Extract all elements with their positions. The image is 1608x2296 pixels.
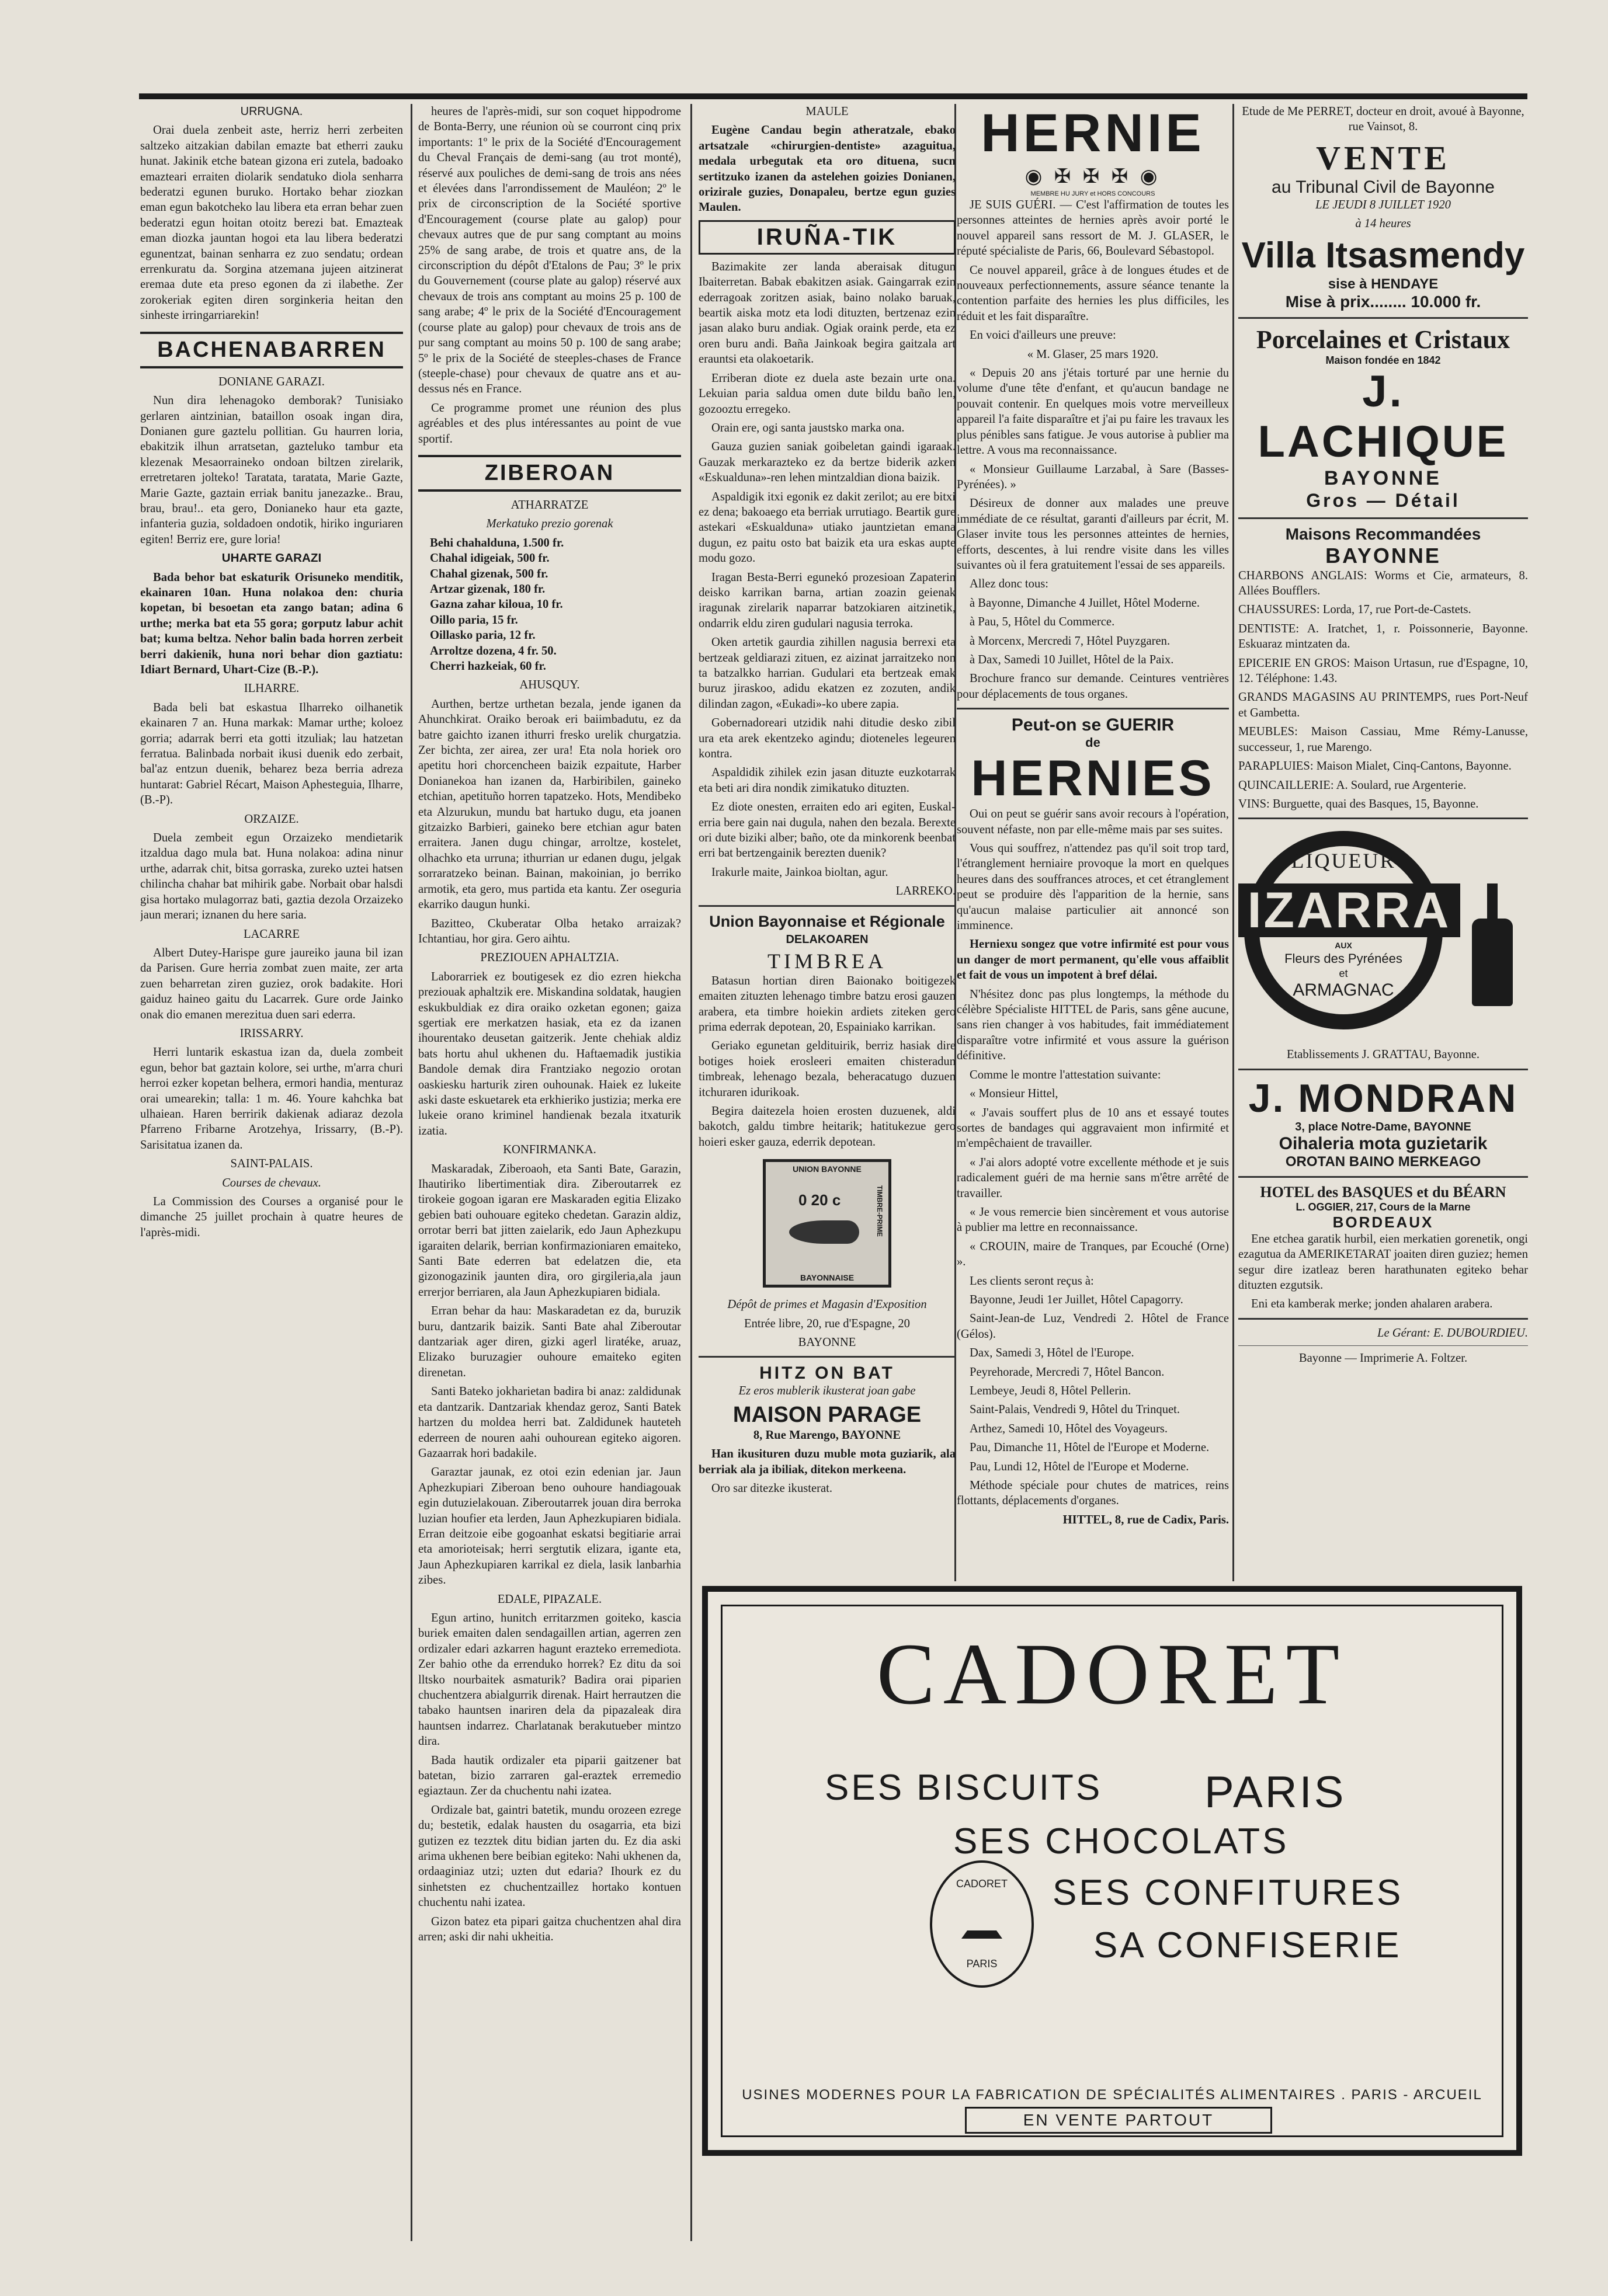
article-text: Bada behor bat eskaturik Orisuneko menditik, ekainaren 10an. Huna nolakoa den: churia kopetan, bi besoetan eta zango batan; adina 6 urthe; merka bat eta 55 gora; gorputz labur achit bat; kuma beltza. Nehor balin bada horren zerbeit berri dakienik, huna nori behar dion gaztiatu: Idiart Bernard, Uhart-Cize (B.-P.).	[140, 570, 403, 676]
stamp-value: 0 20 c	[798, 1191, 841, 1209]
hitz-heading: HITZ ON BAT	[759, 1363, 895, 1383]
region-heading: IRUÑA-TIK	[756, 224, 898, 250]
armagnac-text: ARMAGNAC	[1293, 980, 1394, 1000]
divider	[699, 905, 956, 907]
section-heading: EDALE, PIPAZALE.	[497, 1592, 602, 1606]
maisons-heading: Maisons Recommandées	[1285, 524, 1481, 543]
ad-text: Saint-Jean-de Luz, Vendredi 2. Hôtel de France (Gélos).	[957, 1312, 1229, 1341]
ad-text: Lembeye, Jeudi 8, Hôtel Pellerin.	[970, 1384, 1131, 1397]
maison-item: EPICERIE EN GROS: Maison Urtasun, rue d'Espagne, 10, 12. Téléphone: 1.43.	[1238, 656, 1528, 686]
hitz-subheading: Ez eros mublerik ikusterat joan gabe	[738, 1384, 916, 1398]
gros-detail: Gros — Détail	[1306, 489, 1460, 511]
maison-parage-address: 8, Rue Marengo, BAYONNE	[753, 1428, 901, 1442]
ad-text: Bayonne, Jeudi 1er Juillet, Hôtel Capagorry.	[970, 1293, 1183, 1306]
ad-text: à Bayonne, Dimanche 4 Juillet, Hôtel Moderne.	[970, 596, 1200, 610]
ad-text: Allez donc tous:	[970, 578, 1048, 591]
article-text: Bada hautik ordizaler eta piparii gaitzener bat batetan, bizio zarraren gal-eraztek erremedio egiaztaun. Zer da chuchentu nahi izatea.	[418, 1754, 681, 1798]
maison-item: CHAUSSURES: Lorda, 17, rue Port-de-Castets.	[1238, 603, 1471, 617]
depot-text: Dépôt de primes et Magasin d'Exposition	[727, 1298, 927, 1311]
hotel-city: BORDEAUX	[1332, 1213, 1434, 1231]
price-item: Behi chahalduna, 1.500 fr.	[430, 536, 564, 549]
article-text: Santi Bateko jokharietan badira bi anaz: zaldidunak eta dantzarik. Dantzariak khendaz geroz, Santi Batek hartzen du moldea herri bat. Zaldidunek hauteteh ederreen de nouren aahi ouhourean egiteko aigoren. Gazaarrak hori badakile.	[418, 1385, 681, 1460]
divider	[699, 1356, 956, 1358]
maison-item: DENTISTE: A. Iratchet, 1, r. Poissonnerie, Bayonne. Eskuaraz mintzaten da.	[1238, 622, 1528, 651]
signature: LARREKO.	[895, 885, 956, 898]
maison-item: MEUBLES: Maison Cassiau, Mme Rémy-Lanusse, successeur, 1, rue Marengo.	[1238, 725, 1528, 754]
article-text: Duela zembeit egun Orzaizeko mendietarik itzaldua dago mula bat. Huna nolakoa: adina ninur urthe, adarrak chit, bitsa gorraska, zureko uztei hatsen chilincha chahar bat mihirik gabe. Norbait obar halsdi gisa hortako mulagorraz bati, gaztia dezola Orzaizeko jaun merari; iznanen du here saria.	[140, 832, 403, 922]
article-text: Eugène Candau begin atheratzale, ebako artsatzale «chirurgien-dentiste» azaguitua, medala urbegutak eta oro dituena, sucn sertitzuko izanen da astelehen goizies Donianen, orizirale guzies, Donapaleu, bertze egun guzies Maulen.	[699, 124, 956, 214]
section-heading: IRISSARRY.	[239, 1027, 304, 1040]
ad-text: « Je vous remercie bien sincèrement et vous autorise à publier ma lettre en reconnaissance.	[957, 1205, 1229, 1234]
maison-parage: MAISON PARAGE	[732, 1402, 922, 1427]
hernies-heading: HERNIES	[971, 750, 1215, 807]
divider	[1238, 317, 1528, 319]
tribunal-text: au Tribunal Civil de Bayonne	[1272, 177, 1495, 197]
cadoret-confitures: SES CONFITURES	[1053, 1873, 1404, 1913]
ship-icon	[961, 1909, 1002, 1939]
divider	[957, 708, 1229, 709]
article-text: Bazitteo, Ckuberatar Olba hetako arraizak? Ichtantiau, hor gira. Gero aihtu.	[418, 917, 681, 945]
article-text: Ez diote onesten, erraiten edo ari egiten, Euskal-erria bere gain nai dugula, nahen den bezala. Berexte ori dute biziki alber; baño, ote da minkorenk beenbat erri bat bertzengainik berezten duenik?	[699, 801, 956, 860]
section-subheading: Merkatuko prezio gorenak	[486, 517, 613, 531]
section-heading: URRUGNA.	[240, 105, 303, 118]
ad-text: « J'avais souffert plus de 10 ans et essayé toutes sortes de bandages qui aggravaient mon infirmité et m'empêchaient de travailler.	[957, 1106, 1229, 1150]
ad-text: En voici d'ailleurs une preuve:	[970, 329, 1116, 342]
gerant-text: Le Gérant: E. DUBOURDIEU.	[1377, 1326, 1528, 1340]
ad-text: N'hésitez donc pas plus longtemps, la méthode du célèbre Spécialiste HITTEL de Paris, sans gêne aucune, sans rien changer à vos habitudes, fait immédiatement disparaître votre infirmité et vous assure la guérison définitive.	[957, 987, 1229, 1063]
divider	[1238, 1176, 1528, 1178]
article-text: Egun artino, hunitch erritarzmen goiteko, kascia buriek emaiten dalen sendagaillen artian, agerren zen ordizaler edari azkarren hagunt erazteko erremediota. Zer bahio othe da errenduko horrek? Ez ditu da soi lltsko nourbaitek asmaturik? Badira orai piparien chuchentzera abialgurrik direnak. Hairt herrautzen die tabako hauntsen inariren dela da pipazaleak dira hauntsen indarrez. Charlatanak berakutueber mintzo dira.	[418, 1611, 681, 1748]
peut-de: de	[1085, 735, 1100, 750]
divider	[1238, 1069, 1528, 1070]
article-text: Han ikusituren duzu muble mota guziarik, ala berriak ala ja ibiliak, ditekon merkeena.	[699, 1448, 956, 1476]
price-item: Chahal idigeiak, 500 fr.	[430, 552, 550, 565]
article-text: Batasun hortian diren Baionako boitigezek emaiten zituzten lehenago timbre batzu erosi gauzen arabera, eta timbre hoiekin ardiets ziteken gero prima ederrak depotean, 20, Espainiako karrikan.	[699, 974, 956, 1034]
article-text: Albert Dutey-Harispe gure jaureiko jauna bil izan da Parisen. Gure herria zombat zuen maite, zer arta zuen beharretan ziren guziez, orok badakite. Hori gaiduz haineo gaitu du Lacarrek. Gure orde Jainko onak dio emanen merezitua duen sari ederra.	[140, 946, 403, 1021]
article-text: La Commission des Courses a organisé pour le dimanche 25 juillet prochain à quatre heures de l'après-midi.	[140, 1195, 403, 1239]
section-heading: ILHARRE.	[244, 682, 300, 695]
price-list	[418, 535, 681, 674]
article-text: Begira daitezela hoien erosten duzuenek, aldi bakotch, galdu timbre heitarik; hatitukezue gero hoieri esker gauza, ederrik depotean.	[699, 1104, 956, 1149]
fleurs-text: Fleurs des Pyrénées	[1284, 951, 1402, 966]
ad-text: Herniexu songez que votre infirmité est pour vous un danger de mort permanent, qu'elle vous affaiblit et fait de vous un impotent à bref délai.	[957, 938, 1229, 982]
ad-text: Saint-Palais, Vendredi 9, Hôtel du Trinquet.	[970, 1403, 1180, 1417]
ad-signature: HITTEL, 8, rue de Cadix, Paris.	[1062, 1513, 1229, 1526]
ad-text: « M. Glaser, 25 mars 1920.	[1027, 347, 1159, 361]
aux-text: AUX	[1335, 941, 1352, 951]
article-text: Gauza guzien saniak goibeletan gaindi igaraak. Gauzak merkarazteko ez da bertze biderik azken «Eskualduna»-ren lehen mintzaldian diona baizik.	[699, 440, 956, 485]
hotel-text: Eni eta kamberak merke; jonden ahalaren arabera.	[1251, 1297, 1493, 1311]
porcelaines-heading: Porcelaines et Cristaux	[1256, 325, 1510, 354]
ad-text: Méthode spéciale pour chutes de matrices, reins flottants, déplacements d'organes.	[957, 1479, 1229, 1508]
stamp-bottom-text: BAYONNAISE	[800, 1273, 855, 1283]
region-heading: ZIBEROAN	[418, 455, 681, 492]
hotel-address: L. OGGIER, 217, Cours de la Marne	[1296, 1201, 1471, 1213]
price-item: Oillasko paria, 12 fr.	[430, 629, 536, 642]
ad-text: Comme le montre l'attestation suivante:	[970, 1068, 1161, 1081]
article-text: Gobernadoreari utzidik nahi ditudie desko zibil ura eta arek ekentzeko agindu; dioteneles legeuren kontra.	[699, 716, 956, 761]
cadoret-confiserie: SA CONFISERIE	[1093, 1925, 1402, 1965]
fondee-text: Maison fondée en 1842	[1325, 354, 1441, 366]
section-heading: AHUSQUY.	[519, 679, 580, 692]
ad-text: JE SUIS GUÉRI. — C'est l'affirmation de toutes les personnes atteintes de hernies après avoir porté le nouvel appareil sans ressort de M. J. GLASER, le réputé spécialiste de Paris, 66, Boulevard Sébastopol.	[957, 199, 1229, 258]
union-timbrea: TIMBREA	[767, 949, 887, 973]
column-2	[418, 104, 681, 2241]
etude-text: Etude de Me PERRET, docteur en droit, avoué à Bayonne, rue Vainsot, 8.	[1242, 105, 1524, 134]
ad-text: « J'ai alors adopté votre excellente méthode et je suis radicalement guéri de ma hernie sans m'être arrêté de travailler.	[957, 1156, 1229, 1200]
section-heading: LACARRE	[243, 927, 300, 941]
article-text: Gizon batez eta pipari gaitza chuchentzen ahal dira arren; aski dir nahi ukheitia.	[418, 1915, 681, 1944]
et-text: et	[1339, 968, 1348, 980]
article-text: Erriberan diote ez duela aste bezain urte ona. Lekuian paria saldua omen dute bildu baño len, gozooztu erregeko.	[699, 371, 956, 416]
ad-text: Vous qui souffrez, n'attendez pas qu'il soit trop tard, l'étranglement herniaire provoque la mort en quelques heures dans des souffrances atroces, et cet étranglement peut se produire dès l'apparition de la hernie, sans qu'aucun malaise particulier ait annoncé son imminence.	[957, 842, 1229, 933]
cadoret-vente: EN VENTE PARTOUT	[965, 2107, 1272, 2134]
section-heading: SAINT-PALAIS.	[230, 1157, 313, 1171]
ad-text: « Depuis 20 ans j'étais torturé par une hernie du volume d'une tête d'enfant, et qu'aucun bandage ne pouvait contenir. En quelques mois votre merveilleux appareil l'a faite disparaître et j'ai pu faire les travaux les plus pénibles sans fatigue. Je vous autorise à publier ma lettre. A vous ma reconnaissance.	[957, 367, 1229, 457]
article-text: Laborarriek ez boutigesek ez dio ezren hiekcha preziouak aphaltzik ere. Miskandina soldatak, haugien eskukbuldiak ez dira oraiko ozketan egonen; gaiza sgertiak ere merkatzen hasiak, eta ez da izanen ihourentako deusetan gaitzerik. Jente chehiak aldiz bats hortu ahul ukhenen du. Haftaemadik justikia Bandole demak dira Frantziako negozio orotan oaskiesku harturik ziren ouhounak. Haiek ez lukeite aski daste eskuetarek eta erkhieriko justizia; merka ere lukeie orano kriminel handienak bezala itxaturik izatia.	[418, 970, 681, 1137]
hotel-text: Ene etchea garatik hurbil, eien merkatien gorenetik, ongi ezagutua da AMERIKETARAT joaiten diren guziez; hemen segur dire izatleaz beren harathunaten egiteko behar dituzten ezgutsik.	[1238, 1232, 1528, 1292]
maison-item: QUINCAILLERIE: A. Soulard, rue Argenterie.	[1238, 778, 1467, 792]
divider	[1238, 517, 1528, 519]
article-text: Oken artetik gaurdia zihillen nagusia berrexi eta bertzeak geldiarazi zituen, ez aizinat jarraitzeko non ta batzalkko harrian. Gudulari eta bertzeak emak buruz jiraskoo, adidu ekatzen ez zozuten, andik dilindan zagon, «Eukadi»-ko ubere zapia.	[699, 636, 956, 711]
article-text: Geriako egunetan geldituirik, berriz hasiak dire botiges hoiek erosleeri emaiten chisteradun timbreak, lehenago bezala, beheracatugo duzuen itchuraren idurikoak.	[699, 1039, 956, 1099]
price-item: Cherri hazkeiak, 60 fr.	[430, 660, 546, 673]
oihaleria-text: Oihaleria mota guzietarik	[1279, 1133, 1488, 1153]
article-text: Oro sar ditezke ikusterat.	[711, 1482, 833, 1495]
section-heading: KONFIRMANKA.	[503, 1143, 596, 1157]
ad-text: Les clients seront reçus à:	[970, 1274, 1094, 1288]
article-text: Herri luntarik eskastua izan da, duela zombeit egun, behor bat gaztain kolore, sei urthe, m'arra churi herroi ezker kopetan belhera, ermori handia, menturaz orai umearekin; talla: 1 m. 46. Youre kahchka bat ulhaiean. Haren berririk dakienak adiaraz dezola Pfarreno Fribarne Arotzehya, Irissarry, (B.-P). Sarisitatua izanen da.	[140, 1046, 403, 1152]
article-text: Aspaldidik zihilek ezin jasan dituzte euzkotarrak eta beti ari dira nondik zimikatuko dituzten.	[699, 766, 956, 795]
stamp-side-text: TIMBRE-PRIME	[876, 1185, 884, 1237]
cadoret-ad	[702, 1586, 1522, 2156]
mondran-address: 3, place Notre-Dame, BAYONNE	[1295, 1120, 1471, 1133]
ad-text: à Morcenx, Mercredi 7, Hôtel Puyzgaren.	[970, 634, 1171, 648]
column-3	[699, 104, 956, 1681]
ad-text: « Monsieur Hittel,	[970, 1087, 1058, 1101]
price-item: Gazna zahar kiloua, 10 fr.	[430, 598, 563, 611]
peut-heading: Peut-on se GUERIR	[1011, 715, 1175, 735]
article-text: Irakurle maite, Jainkoa bioltan, agur.	[711, 865, 888, 879]
ad-text: Ce nouvel appareil, grâce à de longues études et de nouveaux perfectionnements, assure séance tenante la contention parfaite des hernies les plus difficiles, les réduit et les fait disparaître.	[957, 263, 1229, 323]
villa-price: Mise à prix........ 10.000 fr.	[1285, 292, 1481, 311]
divider	[1238, 817, 1528, 819]
article-text: Ce programme promet une réunion des plus agréables et des plus intéressantes au point de vue sportif.	[418, 401, 681, 446]
maison-item: PARAPLUIES: Maison Mialet, Cinq-Cantons, Bayonne.	[1238, 760, 1512, 773]
iruna-heading-box	[699, 220, 956, 255]
column-divider	[411, 104, 412, 2241]
ad-text: « CROUIN, maire de Tranques, par Ecouché (Orne) ».	[957, 1240, 1229, 1269]
cadoret-usines: USINES MODERNES POUR LA FABRICATION DE SPÉCIALITÉS ALIMENTAIRES . PARIS - ARCUEIL	[742, 2087, 1482, 2103]
price-item: Artzar gizenak, 180 fr.	[430, 582, 546, 596]
article-text: Aurthen, bertze urthetan bezala, jende iganen da Ahunchkirat. Oraiko beroak eri baiimbadutu, ez da batre gaichto izanen ithurri fresko urelik churgatzia. Zer bichta, zer airea, zer ura! Eta nola horiek oro apetitu hori chorcencheen baizik ezpaitute, Harber Donianekoa han izanen da, Harbiribilen, gaineko etchian, apetituño horren tapatzeko. Hots, Mendibeko eta Alzurukun, mundu bat hartuko dugu, eta joanen gitzaizko Barbieri, gaineko bere etchian agur baten erraitera. Janen dugu chingar, arroltze, kostelet, olhachko eta urruna; ithurrian ur edanen dugu, jelgak sorraratzeko beinan. Bainan, makoinian, jo berriko armotik, eta gero, mus partida eta kantu. Zer oseguria ekarriko daugun hunki.	[418, 697, 681, 912]
article-text: Maskaradak, Ziberoaoh, eta Santi Bate, Garazin, Ihautiriko libertimentiak dira. Ziberoutarrek ez tirokeie gogoan igaran ere Maskaraden egitia Elizako gebien bati ouhouare egiteko chedetan. Garazin aldiz, orrotar berri bat jitten zaielarik, edo Jaun Aphezkupu igaraiten delarik, berrian konfirmazioniaren emaiteko, Santi Bate ederren bat edelatzen die, eta gizonogazinik jaunten dira, oro girgileria,ala jaun errerjor berriaren, ala Jaun Aphezkupiaren bidiala.	[418, 1162, 681, 1299]
stamp-top-text: UNION BAYONNE	[793, 1164, 862, 1174]
ad-text: Pau, Lundi 12, Hôtel de l'Europe et Moderne.	[970, 1460, 1189, 1473]
seal-top-text: CADORET	[956, 1878, 1008, 1890]
vente-date: LE JEUDI 8 JUILLET 1920	[1315, 198, 1451, 211]
section-heading: PREZIOUEN APHALTZIA.	[480, 951, 619, 965]
price-item: Oillo paria, 15 fr.	[430, 613, 518, 627]
vente-heading: VENTE	[1316, 138, 1450, 177]
divider	[1238, 1318, 1528, 1320]
section-heading: ORZAIZE.	[244, 812, 299, 826]
lachique-city: BAYONNE	[1324, 467, 1442, 489]
column-5	[1238, 104, 1528, 1681]
article-text: Ordizale bat, gaintri batetik, mundu orozeen ezrege du; bestetik, edalak hausten du osagarria, eta bizi gutizen ez tezztek ditu bidian jarten du. Ez dia aski arima ukhenen bere beibian egiteko: Nahi ukhenen da, ordaaginiaz utzi; uzten dut edaria? Ihourk ez du sinhetsten ez chuchentzaillez hortako kontuen chuchentu nahi izatea.	[418, 1803, 681, 1909]
izarra-band: IZARRA	[1238, 883, 1460, 937]
cadoret-chocolats: SES CHOCOLATS	[953, 1821, 1289, 1862]
section-subheading: Courses de chevaux.	[222, 1176, 321, 1189]
maison-item: VINS: Burguette, quai des Basques, 15, Bayonne.	[1238, 797, 1479, 810]
article-text: Erran behar da hau: Maskaradetan ez da, buruzik buru, dantzarik baizik. Santi Bate ahal Ziberoutar dantzariak ager diren, gizki agerl liratéke, aruaz, Elizako buruzagier ouhoure emaiteko egiten direnetan.	[418, 1304, 681, 1379]
section-heading: UHARTE GARAZI	[221, 551, 322, 565]
article-text: heures de l'après-midi, sur son coquet hippodrome de Bonta-Berry, une réunion où se courront cinq prix importants: 1º le prix de la Société d'Encouragement du Cheval Français de demi-sang (au trot monté), réservé aux pouliches de demi-sang de trois ans nées et élevées dans l'arrondissement de Mauléon; 2º le prix de circonscription de la Société sportive d'Encouragement (course plate au galop) pour chevaux autres que de pur sang comptant au moins 25% de sang arabe, de trois et quatre ans, de la circonscription du dépôt d'Etalons de Pau; 3º le prix du Gouvernement (course plate au galop) réservé aux chevaux de trois ans comptant au moins 25 p. 100 de sang arabe; 4º le prix de la Société d'Encouragement (course plate au galop) pour chevaux de trois ans de pur sang comptant au moins 50 p. 100 de sang arabe; 5º le prix de la Société de steeples-chases de France (steeple-chase) pour chevaux de quatre ans et au-dessus nés en France.	[418, 105, 681, 396]
grattau-text: Etablissements J. GRATTAU, Bayonne.	[1286, 1048, 1480, 1062]
imprimerie-text: Bayonne — Imprimerie A. Foltzer.	[1298, 1352, 1468, 1365]
depot-city: BAYONNE	[798, 1335, 856, 1349]
medals-caption: MEMBRE HU JURY et HORS CONCOURS	[1030, 190, 1155, 197]
section-heading: MAULE	[805, 105, 849, 118]
top-rule	[139, 93, 1527, 99]
ad-text: à Pau, 5, Hôtel du Commerce.	[970, 615, 1115, 629]
vente-heure: à 14 heures	[1355, 217, 1411, 231]
mondran-heading: J. MONDRAN	[1248, 1076, 1518, 1121]
cadoret-biscuits: SES BISCUITS	[825, 1768, 1103, 1808]
bottle-icon	[1472, 883, 1513, 1006]
orotan-text: OROTAN BAINO MERKEAGO	[1285, 1153, 1481, 1170]
cadoret-title: CADORET	[876, 1626, 1348, 1723]
ad-text: Brochure franco sur demande. Ceintures ventrières pour déplacements de tous organes.	[957, 672, 1229, 701]
hernie-heading: HERNIE	[981, 104, 1205, 163]
price-item: Arroltze dozena, 4 fr. 50.	[430, 644, 557, 658]
liqueur-text: LIQUEUR	[1291, 849, 1396, 873]
maison-item: CHARBONS ANGLAIS: Worms et Cie, armateurs, 8. Allées Boufflers.	[1238, 569, 1528, 598]
column-divider	[1232, 104, 1234, 1581]
column-1	[140, 104, 403, 2241]
divider	[1238, 1345, 1528, 1346]
ad-text: Arthez, Samedi 10, Hôtel des Voyageurs.	[970, 1422, 1168, 1435]
lachique-heading: J. LACHIQUE	[1258, 366, 1509, 467]
izarra-ad	[1238, 825, 1528, 1047]
ad-text: à Dax, Samedi 10 Juillet, Hôtel de la Paix.	[970, 653, 1174, 666]
ad-text: Dax, Samedi 3, Hôtel de l'Europe.	[970, 1347, 1134, 1360]
article-text: Nun dira lehenagoko demborak? Tunisiako gerlaren aintzinian, bataillon osoak ingan dira, Donianen gure gaztelu pollitian. Gu haurren loria, ebakitzik ilhun arratsetan, gazteluko tambur eta klezenak Mesaorraineko ondoan biltzen zirelarik, erretretaren jolteko! Taratata, taratata, Marie Gazte, Marie Gazte, gaztain erriak banitu janezazke.. Brau, brau, brau!.. eta gero, Donianeko haur eta gazte, infanteria guzia, soldadoen ondotik, hiriko inguriaren egiten! Berriz ere, gure loria!	[140, 394, 403, 546]
column-divider	[690, 104, 692, 2241]
maisons-city: BAYONNE	[1325, 543, 1441, 568]
ad-text: Peyrehorade, Mercredi 7, Hôtel Bancon.	[970, 1365, 1165, 1379]
ad-text: « Monsieur Guillaume Larzabal, à Sare (Basses-Pyrénées). »	[957, 462, 1229, 491]
price-item: Chahal gizenak, 500 fr.	[430, 567, 548, 580]
article-text: Orai duela zenbeit aste, herriz herri zerbeiten saltzeko aitzakian dabilan emazte bat etherri zauku hunat. Jakinik etche batean gizona eri zutela, badoako emazteari erraiten diolarik sendatuko diola senharra bederatzi egunen buruko. Hortako behar ziozkan eman egun bakotcheko lau libera eta erran behar zuen bederatzi egun hoitan otoitz berezi bat. Emazteak eman diozka jauntan hogoi eta lau libera bederatzi egunentzat, bainan senharra ez zuo sendatu; ordean errenkuratu da. Sorgina atzemana jujeen aitzinerat eremaa dute eta preso egonen da zi ilabethe. Zer zorokeriak egiten diren sorginkeria heitan den sinheste irringarriarekin!	[140, 124, 403, 322]
article-text: Orain ere, ogi santa jaustsko marka ona.	[711, 421, 905, 434]
region-heading: BACHENABARREN	[140, 332, 403, 368]
column-4	[957, 104, 1229, 1681]
villa-location: sise à HENDAYE	[1328, 276, 1439, 292]
ad-text: Oui on peut se guérir sans avoir recours à l'opération, souvent néfaste, non par elle-même mais par ses suites.	[957, 808, 1229, 836]
union-heading: Union Bayonnaise et Régionale	[709, 912, 945, 930]
article-text: Aspaldigik itxi egonik ez dakit zerilot; au ere bitxi ez dena; bakoaego eta berriak urrutiago. Beartik gure astekari «Eskualduna» utiako jauntzietan emana dugun, ez paitu osto bat baizik eta ura eskas aupte modu gozo.	[699, 490, 956, 565]
article-text: Garaztar jaunak, ez otoi ezin edenian jar. Jaun Aphezkupiari Ziberoan beno ouhoure handiagouak egin dutuzielakouan. Ziberoutarrek jouan dira berroka luzian houfier eta lerden, Jaun Aphezkupiaren bidiala. Erran deitzoie eibe gogoanhat eskatsi begitiarie arrai eta amorioteisak; herri sergtutik elizara, igante eta, Jaun Aphezkupiaren karrikal ez diela, lasik lanbarhia zibes.	[418, 1466, 681, 1587]
article-text: Iragan Besta-Berri egunekó prozesioan Zapaterin deisko karrikan barna, artian zoazin geienak iragunak zirelarik naparrar batzokiaren aitzinetik, ondarrik eldu ziren gudulari nagusia terroka.	[699, 570, 956, 630]
maison-item: GRANDS MAGASINS AU PRINTEMPS, rues Port-Neuf et Gambetta.	[1238, 691, 1528, 719]
section-heading: DONIANE GARAZI.	[218, 375, 325, 388]
union-subheading: DELAKOAREN	[786, 933, 869, 946]
ad-text: Désireux de donner aux malades une preuve immédiate de ce résultat, garanti d'ailleurs par écrit, M. Glaser invite tous les personnes atteintes de hernies, efforts, descentes, à lui rendre visite dans les villes suivantes où il fera gratuitement l'essai de ses appareils.	[957, 497, 1229, 572]
section-heading: ATHARRATZE	[510, 498, 589, 512]
article-text: Bada beli bat eskastua Ilharreko oilhanetik ekainaren 7 an. Huna markak: Mamar urthe; koloez gorria; adarrak berri eta gotti itzuliak; lau hatzetan ferratua. Balinbada norbait ikusi duenik edo zerbait, bal'az entzun duenik, beharez beza berria adreza huntarat: Gabriel Récart, Maison Aphesteguia, Ilharre, (B.-P).	[140, 701, 403, 807]
ad-text: Pau, Dimanche 11, Hôtel de l'Europe et Moderne.	[970, 1441, 1210, 1455]
villa-heading: Villa Itsasmendy	[1241, 235, 1525, 276]
seal-bottom-text: PARIS	[966, 1958, 998, 1970]
medals-icon: ◉ ✠ ✠ ✠ ◉	[1024, 166, 1161, 187]
timbre-stamp	[763, 1159, 891, 1288]
article-text: Bazimakite zer landa aberaisak ditugun Ibaiterretan. Babak ebakitzen asiak. Gaingarrak ezin ederragoak zoritzen asiak, baino nolako baruak, beartik aiska motz eta lodi dituzten, bertzenaz ezin jasan alako buru andiak. Ogiak oraink perde, eta ez oren buru andi. Baña Jainkoak begira gaitzala art erauntsi eta olakoetarik.	[699, 260, 956, 366]
cadoret-seal	[930, 1860, 1034, 1988]
stamp-horn-icon	[789, 1220, 859, 1244]
cadoret-paris: PARIS	[1204, 1768, 1346, 1817]
hotel-heading: HOTEL des BASQUES et du BÉARN	[1260, 1183, 1506, 1201]
depot-address: Entrée libre, 20, rue d'Espagne, 20	[744, 1317, 910, 1330]
